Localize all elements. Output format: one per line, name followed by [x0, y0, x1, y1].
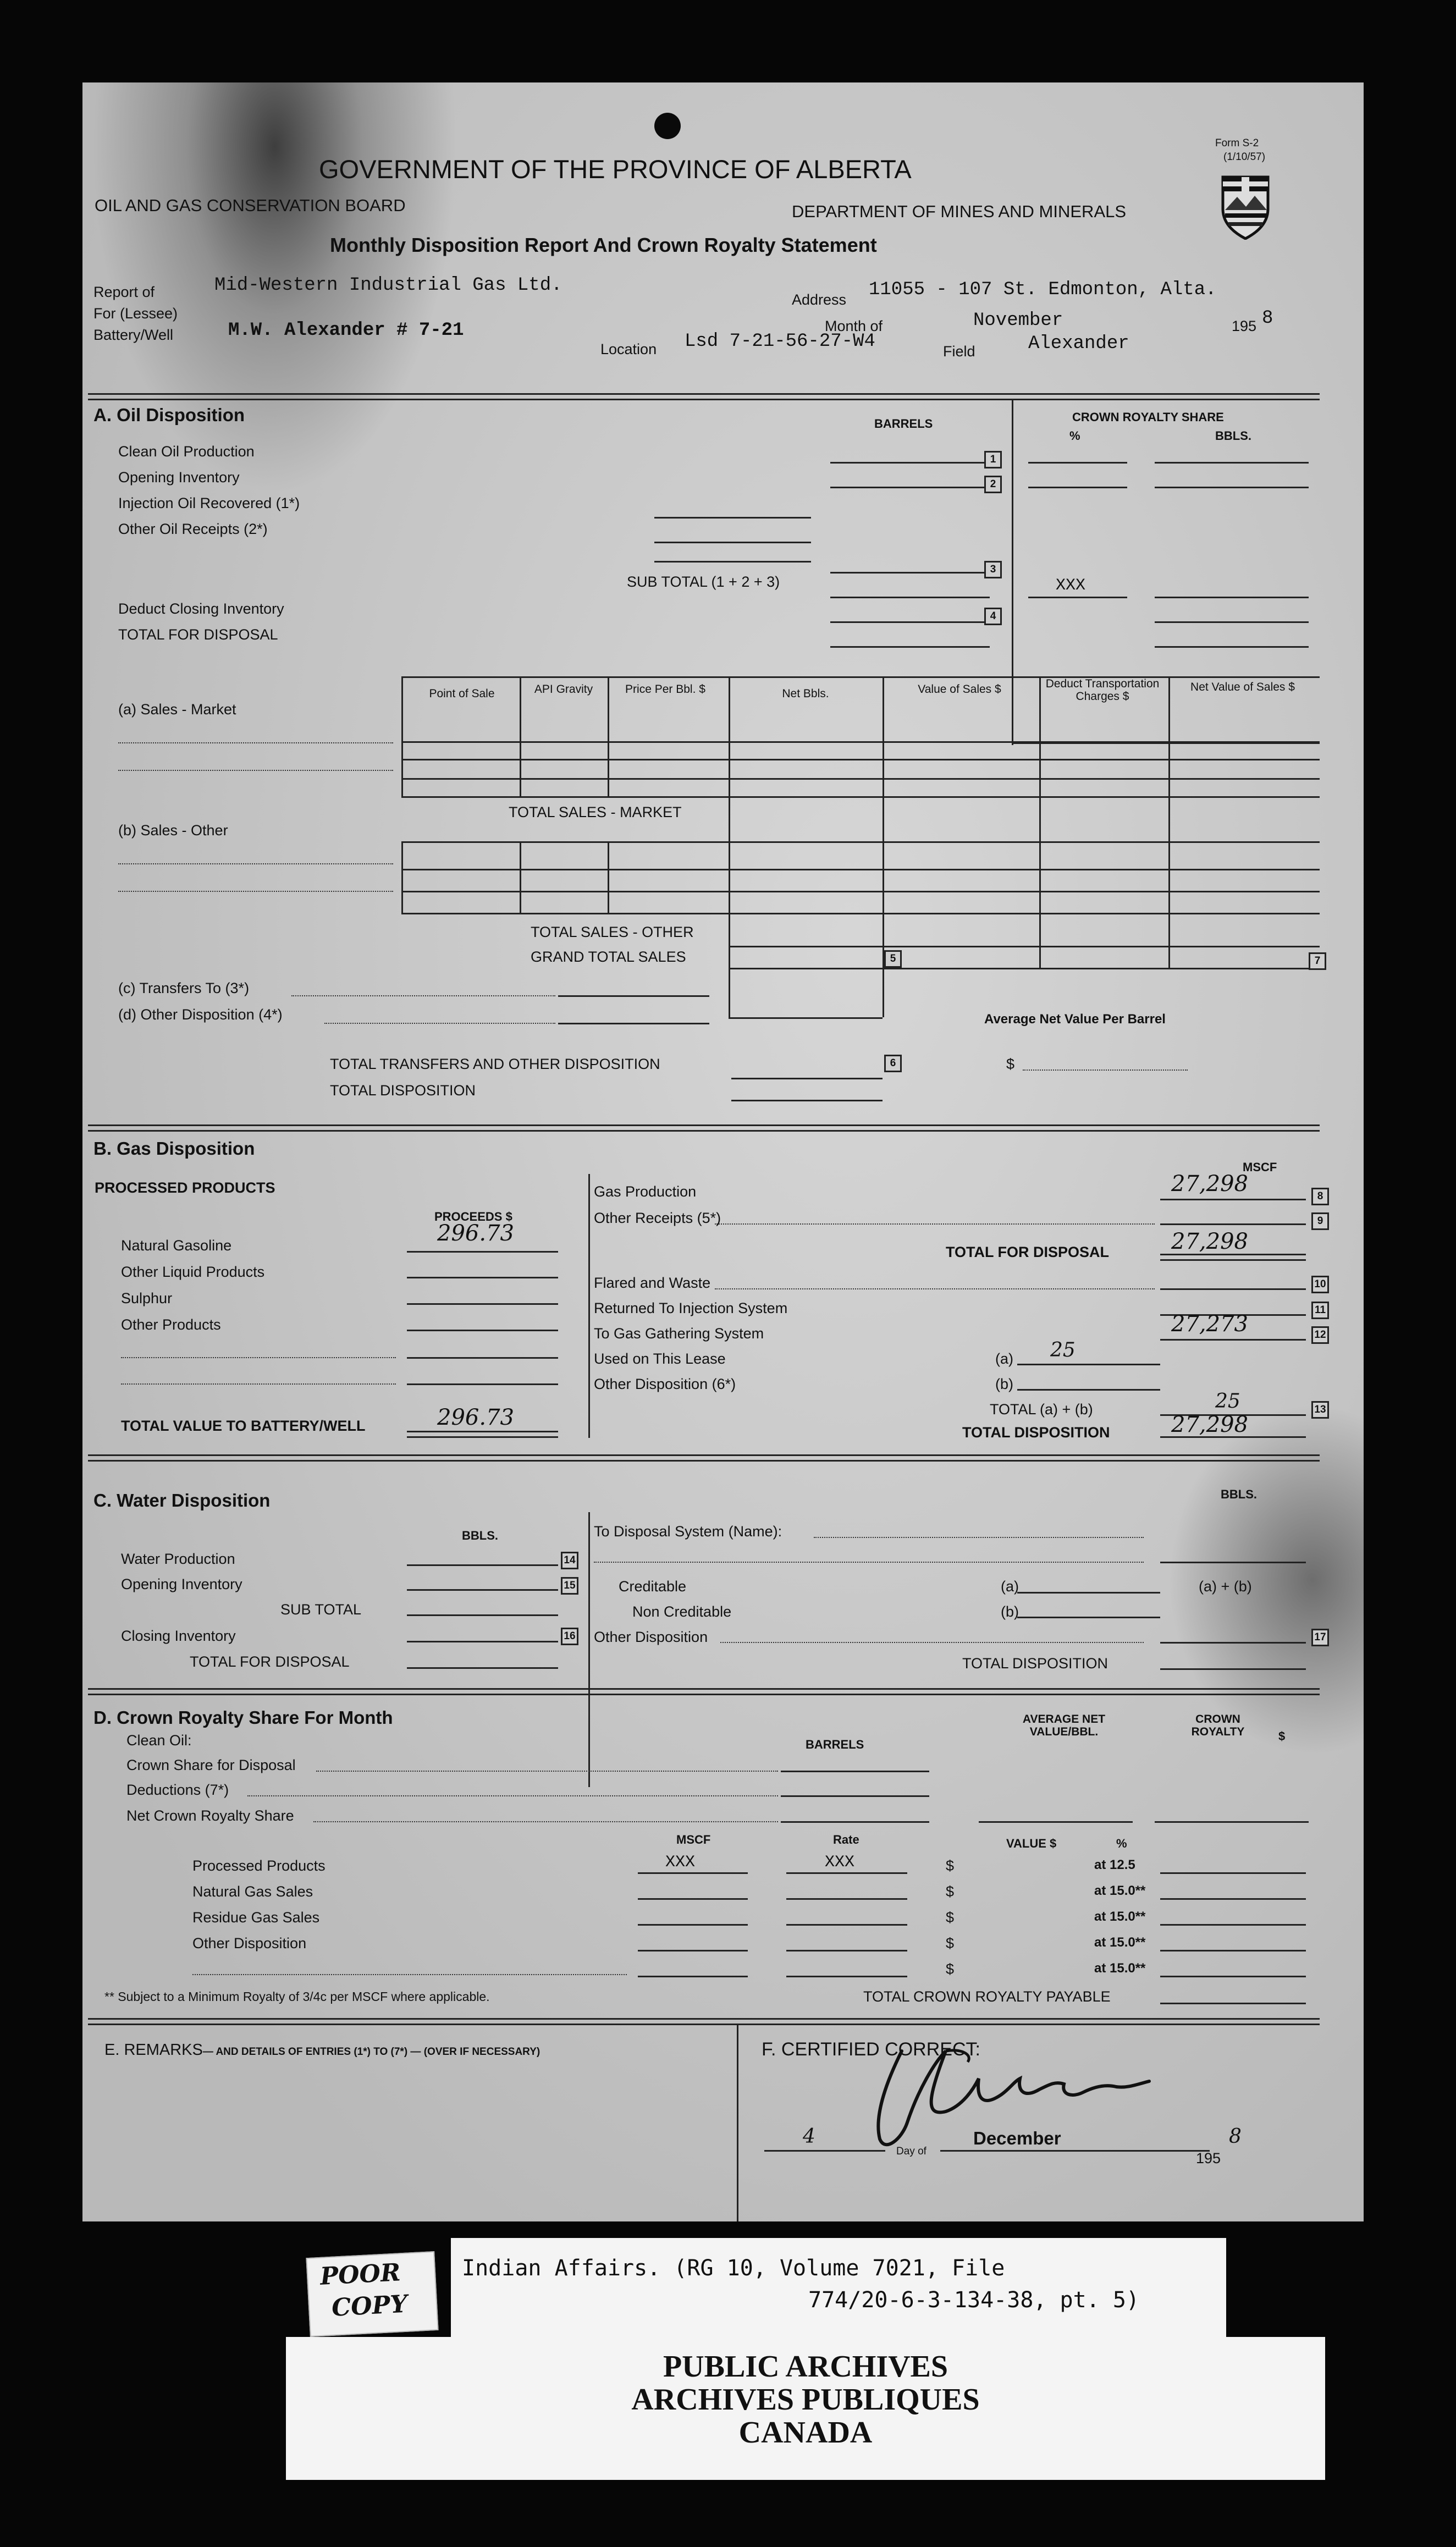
- clean-oil-label: Clean Oil:: [126, 1732, 192, 1749]
- box-13: 13: [1311, 1401, 1329, 1419]
- crown-share-header: CROWN ROYALTY SHARE: [1072, 410, 1224, 424]
- barrels-line-5: [830, 621, 990, 623]
- total-disposition-gas-value: 27,298: [1171, 1412, 1248, 1437]
- d-row-residue-gas: Residue Gas Sales: [192, 1909, 320, 1926]
- water-bbls-header-right: BBLS.: [1221, 1487, 1257, 1501]
- total-a-b-value: 25: [1215, 1390, 1240, 1413]
- crown-share-pct: %: [1069, 429, 1080, 443]
- total-for-disposal-gas-label: TOTAL FOR DISPOSAL: [946, 1244, 1110, 1260]
- clean-oil-production-label: Clean Oil Production: [118, 443, 255, 460]
- certified-year-digit: 8: [1229, 2125, 1242, 2148]
- remarks-title: [104, 2041, 540, 2059]
- barrels-line-4: [830, 597, 990, 598]
- d-dollar-4: $: [946, 1935, 955, 1951]
- d-mscf-header: MSCF: [676, 1833, 711, 1846]
- d-avg-net-value-header: AVERAGE NET VALUE/BBL.: [1022, 1713, 1106, 1738]
- report-title: Monthly Disposition Report And Crown Royalty Statement: [330, 234, 877, 256]
- d-row-natural-gas: Natural Gas Sales: [192, 1883, 313, 1900]
- natural-gasoline-label: Natural Gasoline: [121, 1237, 232, 1254]
- form-date: (1/10/57): [1223, 151, 1266, 163]
- box-16: 16: [561, 1628, 578, 1645]
- section-e-divider-2: [88, 2024, 1320, 2025]
- box-17: 17: [1311, 1629, 1329, 1646]
- section-b-divider-1: [88, 1124, 1320, 1126]
- d-row-processed-products: Processed Products: [192, 1857, 326, 1874]
- archive-ref-line1: Indian Affairs. (RG 10, Volume 7021, File: [462, 2256, 1005, 2281]
- closing-inventory-water-label: Closing Inventory: [121, 1628, 236, 1644]
- used-on-lease-value: 25: [1050, 1339, 1076, 1361]
- archive-reference-box: [451, 2238, 1226, 2337]
- other-receipts-label: Other Receipts (5*): [594, 1210, 721, 1226]
- proceeds-header: PROCEEDS $: [434, 1210, 512, 1223]
- d-rate-5: at 15.0**: [1094, 1961, 1146, 1976]
- d-crown-royalty-dollar: $: [1278, 1729, 1286, 1743]
- col-point-of-sale: Point of Sale: [429, 687, 495, 700]
- field-label: Field: [943, 343, 975, 360]
- grand-total-sales-label: GRAND TOTAL SALES: [531, 949, 686, 965]
- section-d-divider-2: [88, 1694, 1320, 1695]
- d-dollar-1: $: [946, 1857, 955, 1874]
- header-divider-2: [88, 399, 1320, 400]
- crown-share-bbls: BBLS.: [1215, 429, 1251, 443]
- report-of-label: Report of: [93, 284, 155, 300]
- d-crown-royalty-header: CROWN ROYALTY: [1191, 1713, 1245, 1738]
- total-disposition-gas-label: TOTAL DISPOSITION: [962, 1424, 1110, 1441]
- location-value: Lsd 7-21-56-27-W4: [685, 331, 875, 352]
- section-e-divider-1: [88, 2018, 1320, 2020]
- box-4: 4: [984, 608, 1002, 625]
- year-digit: 8: [1262, 308, 1273, 329]
- for-lessee-label: For (Lessee): [93, 305, 178, 322]
- certified-month: December: [973, 2128, 1061, 2148]
- crown-pct-line-3: [1028, 597, 1127, 598]
- non-creditable-b: (b): [1001, 1603, 1019, 1620]
- water-sub-total-label: SUB TOTAL: [280, 1601, 362, 1618]
- crown-pct-line-1: [1028, 462, 1127, 464]
- col-value-of-sales: Value of Sales $: [918, 683, 1001, 696]
- crown-xxx: XXX: [1056, 576, 1086, 595]
- alberta-crest: [1221, 175, 1270, 240]
- form-number: Form S-2: [1215, 137, 1259, 149]
- other-oil-receipts-label: Other Oil Receipts (2*): [118, 521, 268, 537]
- crown-pct-line-2: [1028, 487, 1127, 488]
- mid-line-3: [654, 561, 811, 563]
- total-for-disposal-label: TOTAL FOR DISPOSAL: [118, 626, 278, 643]
- certified-day-value: 4: [803, 2125, 815, 2148]
- remarks-divider: [737, 2024, 738, 2221]
- to-gathering-value: 27,273: [1171, 1311, 1248, 1337]
- mid-line-1: [654, 517, 811, 519]
- flared-waste-label: Flared and Waste: [594, 1275, 711, 1291]
- crown-bbls-line-5: [1155, 646, 1309, 648]
- gas-production-value: 27,298: [1171, 1171, 1248, 1197]
- gas-production-label: Gas Production: [594, 1183, 697, 1200]
- year-prefix: 195: [1232, 318, 1257, 334]
- archive-ref-line2: 774/20-6-3-134-38, pt. 5): [808, 2287, 1140, 2313]
- d-rate-header: Rate: [833, 1833, 859, 1846]
- sales-table: [401, 676, 1320, 1017]
- government-title: GOVERNMENT OF THE PROVINCE OF ALBERTA: [319, 155, 912, 184]
- a-plus-b-label: (a) + (b): [1199, 1578, 1252, 1595]
- other-disposition-gas-b: (b): [995, 1376, 1013, 1392]
- box-15: 15: [561, 1577, 578, 1595]
- section-d-title: D. Crown Royalty Share For Month: [93, 1707, 393, 1728]
- d-rate-1: at 12.5: [1094, 1857, 1135, 1872]
- section-c-divider-2: [88, 1460, 1320, 1462]
- archives-fr: ARCHIVES PUBLIQUES: [631, 2383, 980, 2417]
- crest-icon: [1221, 175, 1270, 240]
- barrels-line-6: [830, 646, 990, 648]
- total-transfers-label: TOTAL TRANSFERS AND OTHER DISPOSITION: [330, 1056, 660, 1072]
- water-bbls-header-left: BBLS.: [462, 1529, 498, 1542]
- to-gathering-label: To Gas Gathering System: [594, 1325, 764, 1342]
- section-b-divider-2: [88, 1130, 1320, 1132]
- box-1: 1: [984, 451, 1002, 468]
- barrels-line-3: [830, 572, 990, 574]
- barrels-header: BARRELS: [874, 417, 933, 431]
- sub-total-label: SUB TOTAL (1 + 2 + 3): [627, 574, 780, 590]
- box-6: 6: [884, 1055, 902, 1072]
- d-barrels-header: BARRELS: [806, 1738, 864, 1751]
- box-7: 7: [1309, 952, 1326, 970]
- section-b-title: B. Gas Disposition: [93, 1138, 255, 1159]
- archives-country: CANADA: [738, 2416, 873, 2450]
- total-for-disposal-gas-value: 27,298: [1171, 1229, 1248, 1254]
- punch-hole: [654, 113, 681, 139]
- box-14: 14: [561, 1552, 578, 1569]
- company-value: Mid-Western Industrial Gas Ltd.: [214, 275, 562, 296]
- remarks-label: E. REMARKS: [104, 2041, 203, 2059]
- crown-bbls-line-2: [1155, 487, 1309, 488]
- battery-well-value: M.W. Alexander # 7-21: [228, 320, 464, 341]
- d-value-header: VALUE $: [1006, 1837, 1057, 1850]
- certified-day-label: Day of: [896, 2146, 926, 2157]
- avg-net-value-label: Average Net Value Per Barrel: [984, 1012, 1166, 1027]
- creditable-a: (a): [1001, 1578, 1019, 1595]
- total-crown-royalty-label: TOTAL CROWN ROYALTY PAYABLE: [863, 1988, 1111, 2005]
- battery-well-label: Battery/Well: [93, 327, 174, 343]
- mid-line-2: [654, 542, 811, 543]
- box-3: 3: [984, 561, 1002, 578]
- d-rate-3: at 15.0**: [1094, 1909, 1146, 1924]
- barrels-line-1: [830, 462, 990, 464]
- col-deduct-transport: Deduct Transportation Charges $: [1045, 677, 1160, 703]
- location-label: Location: [600, 341, 657, 357]
- other-disposition-label: (d) Other Disposition (4*): [118, 1006, 283, 1023]
- remarks-subtitle: — AND DETAILS OF ENTRIES (1*) TO (7*) — (OVER IF NECESSARY): [202, 2046, 541, 2058]
- form-sheet: [82, 82, 1364, 2221]
- total-disposition-label-a: TOTAL DISPOSITION: [330, 1082, 476, 1099]
- to-disposal-system-label: To Disposal System (Name):: [594, 1523, 782, 1540]
- box-11: 11: [1311, 1302, 1329, 1319]
- col-net-bbls: Net Bbls.: [782, 687, 829, 700]
- box-12: 12: [1311, 1326, 1329, 1344]
- field-value: Alexander: [1028, 333, 1129, 354]
- department-name: DEPARTMENT OF MINES AND MINERALS: [792, 202, 1127, 221]
- d-pct-header: %: [1116, 1837, 1127, 1850]
- total-sales-market-label: TOTAL SALES - MARKET: [509, 804, 682, 820]
- d-dollar-3: $: [946, 1909, 955, 1926]
- used-on-lease-label: Used on This Lease: [594, 1350, 726, 1367]
- header-divider-1: [88, 393, 1320, 395]
- injection-oil-label: Injection Oil Recovered (1*): [118, 495, 300, 511]
- col-price: Price Per Bbl. $: [625, 683, 705, 696]
- box-9: 9: [1311, 1212, 1329, 1230]
- d-mscf-xxx: XXX: [665, 1853, 696, 1872]
- water-total-disposition-label: TOTAL DISPOSITION: [962, 1655, 1108, 1672]
- used-on-lease-a: (a): [995, 1350, 1013, 1367]
- box-10: 10: [1311, 1276, 1329, 1293]
- sales-other-label: (b) Sales - Other: [118, 822, 228, 839]
- other-liquid-label: Other Liquid Products: [121, 1264, 265, 1280]
- net-crown-share-label: Net Crown Royalty Share: [126, 1807, 294, 1824]
- returned-injection-label: Returned To Injection System: [594, 1300, 788, 1316]
- crown-share-disposal-label: Crown Share for Disposal: [126, 1757, 296, 1773]
- d-dollar-2: $: [946, 1883, 955, 1900]
- min-royalty-note: ** Subject to a Minimum Royalty of 3/4c per MSCF where applicable.: [104, 1989, 490, 2004]
- col-net-value: Net Value of Sales $: [1190, 681, 1295, 693]
- section-c-title: C. Water Disposition: [93, 1490, 271, 1510]
- other-disposition-gas-label: Other Disposition (6*): [594, 1376, 736, 1392]
- water-other-disposition-label: Other Disposition: [594, 1629, 708, 1645]
- crown-bbls-line-1: [1155, 462, 1309, 464]
- natural-gasoline-value: 296.73: [437, 1221, 514, 1246]
- box-2: 2: [984, 476, 1002, 493]
- transfers-to-label: (c) Transfers To (3*): [118, 980, 250, 996]
- poor-copy-stamp: [306, 2251, 438, 2337]
- creditable-label: Creditable: [619, 1578, 687, 1595]
- water-production-label: Water Production: [121, 1551, 235, 1567]
- poor-copy-line1: POOR: [319, 2258, 401, 2291]
- box-8: 8: [1311, 1188, 1329, 1205]
- mscf-header: MSCF: [1243, 1160, 1277, 1174]
- total-sales-other-label: TOTAL SALES - OTHER: [531, 924, 694, 940]
- d-rate-4: at 15.0**: [1094, 1935, 1146, 1950]
- other-products-label: Other Products: [121, 1316, 221, 1333]
- archive-stamp: [286, 2337, 1325, 2480]
- board-name: OIL AND GAS CONSERVATION BOARD: [95, 196, 406, 215]
- month-of-label: Month of: [825, 318, 883, 334]
- address-label: Address: [792, 291, 847, 308]
- total-value-battery: 296.73: [437, 1405, 514, 1430]
- address-value: 11055 - 107 St. Edmonton, Alta.: [869, 279, 1217, 300]
- section-c-divider-1: [88, 1454, 1320, 1456]
- archives-en: PUBLIC ARCHIVES: [663, 2350, 948, 2384]
- crown-bbls-line-3: [1155, 597, 1309, 598]
- section-b-center-divider: [588, 1174, 590, 1438]
- opening-inventory-water-label: Opening Inventory: [121, 1576, 242, 1592]
- d-rate-xxx: XXX: [825, 1853, 855, 1872]
- poor-copy-line2: COPY: [330, 2290, 409, 2322]
- sulphur-label: Sulphur: [121, 1290, 173, 1306]
- certified-year-prefix: 195: [1196, 2150, 1221, 2166]
- section-a-title: A. Oil Disposition: [93, 405, 245, 425]
- col-api-gravity: API Gravity: [534, 683, 593, 696]
- avg-net-value-dollar: $: [1006, 1056, 1015, 1072]
- opening-inventory-label: Opening Inventory: [118, 469, 240, 486]
- water-total-for-disposal-label: TOTAL FOR DISPOSAL: [190, 1653, 350, 1670]
- d-dollar-5: $: [946, 1961, 955, 1977]
- d-row-other-disposition: Other Disposition: [192, 1935, 307, 1951]
- sales-market-label: (a) Sales - Market: [118, 701, 236, 718]
- box-5: 5: [884, 950, 902, 968]
- total-a-b-label: TOTAL (a) + (b): [990, 1401, 1093, 1418]
- section-d-divider-1: [88, 1688, 1320, 1690]
- deductions-label: Deductions (7*): [126, 1782, 229, 1798]
- processed-products-label: PROCESSED PRODUCTS: [95, 1179, 275, 1196]
- deduct-closing-label: Deduct Closing Inventory: [118, 600, 284, 617]
- section-c-center-divider: [588, 1512, 590, 1787]
- crown-bbls-line-4: [1155, 621, 1309, 623]
- non-creditable-label: Non Creditable: [632, 1603, 732, 1620]
- total-value-label: TOTAL VALUE TO BATTERY/WELL: [121, 1418, 366, 1434]
- barrels-line-2: [830, 487, 990, 488]
- month-value: November: [973, 310, 1063, 331]
- d-rate-2: at 15.0**: [1094, 1883, 1146, 1898]
- certified-correct-title: F. CERTIFIED CORRECT:: [762, 2039, 980, 2060]
